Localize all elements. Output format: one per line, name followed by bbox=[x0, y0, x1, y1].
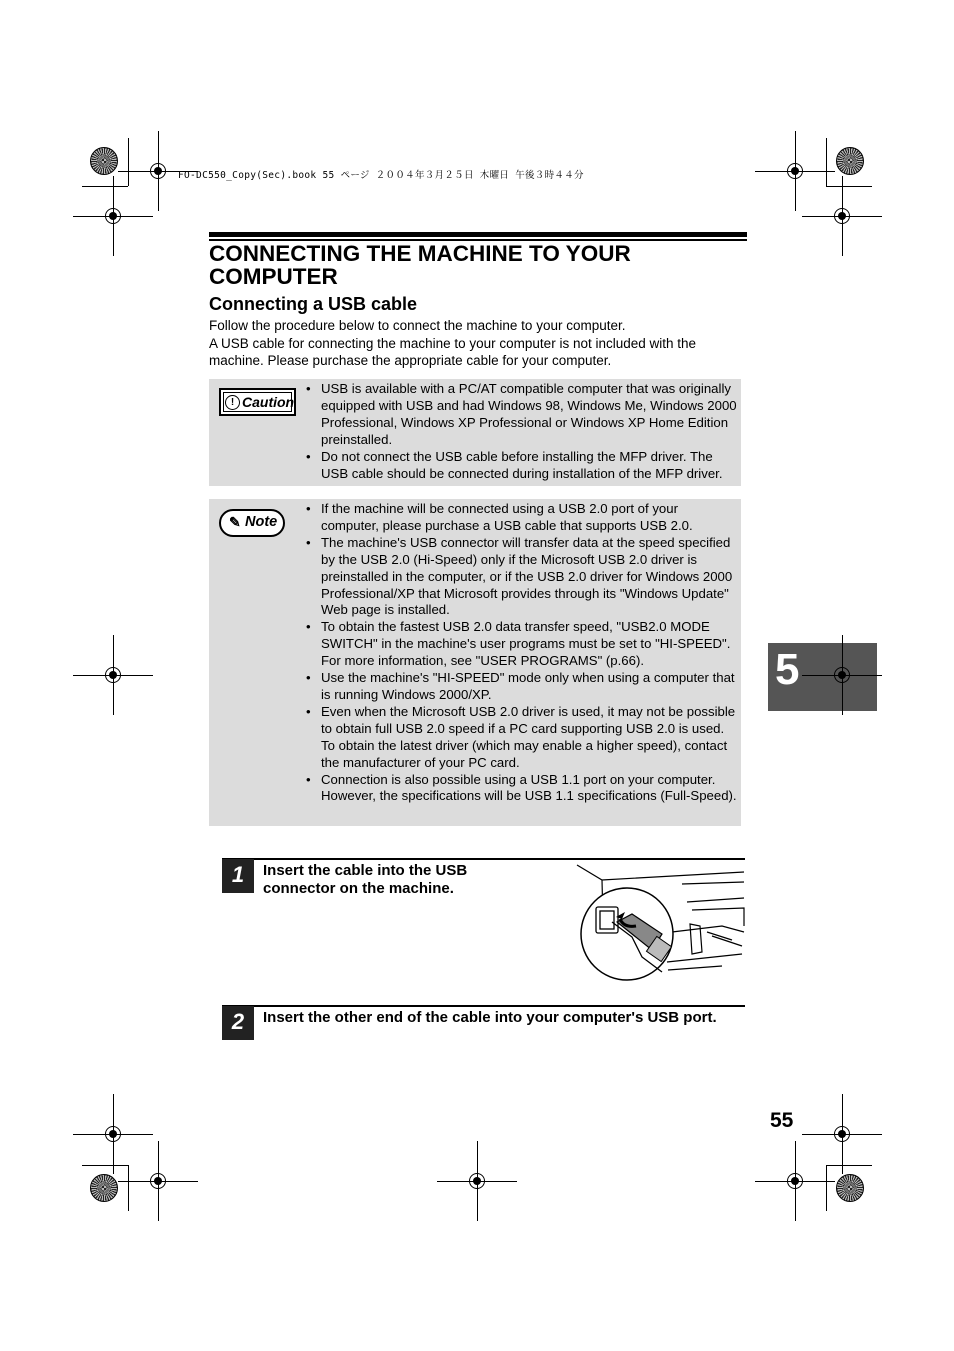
list-item: • The machine's USB connector will transfer data at the speed specified by the USB 2.0 (Hi-Speed) only if the Microsoft USB 2.0 driver is preinstalled in the computer, or if the USB 2.0 driver for Windows 2000 Professional/XP that Microsoft provides through its "Windows Update" Web page is installed. bbox=[306, 535, 737, 620]
step-number: 1 bbox=[222, 859, 254, 893]
chapter-number: 5 bbox=[775, 645, 800, 694]
crop-line bbox=[128, 138, 129, 186]
note-box bbox=[209, 499, 741, 826]
list-item: • Connection is also possible using a USB 1.1 port on your computer. However, the specifications will be USB 1.1 specifications (Full-Speed). bbox=[306, 772, 737, 806]
list-item: • Do not connect the USB cable before installing the MFP driver. The USB cable should be connected during installation of the MFP driver. bbox=[306, 449, 737, 483]
list-item: • Use the machine's "HI-SPEED" mode only when using a computer that is running Windows 2000/XP. bbox=[306, 670, 737, 704]
intro-text bbox=[209, 317, 749, 370]
color-registration-mark bbox=[90, 1174, 118, 1202]
title-rule bbox=[209, 232, 747, 237]
intro-line: A USB cable for connecting the machine to your computer is not included with the machine. Please purchase the appropriate cable for your computer. bbox=[209, 335, 697, 368]
list-item: • Even when the Microsoft USB 2.0 driver is used, it may not be possible to obtain full USB 2.0 speed if a PC card supporting USB 2.0 is used. To obtain the latest driver (which may enable a higher speed), contact the manufacturer of your PC card. bbox=[306, 704, 737, 772]
crop-line bbox=[82, 186, 128, 187]
intro-line: Follow the procedure below to connect the machine to your computer. bbox=[209, 318, 626, 333]
crop-line bbox=[826, 138, 827, 186]
step-text: Insert the other end of the cable into your computer's USB port. bbox=[263, 1009, 717, 1026]
caution-badge bbox=[219, 388, 296, 416]
caution-box bbox=[209, 379, 741, 486]
step-text: Insert the cable into the USB connector on the machine. bbox=[263, 862, 468, 897]
print-header: FO-DC550_Copy(Sec).book 55 ページ ２００４年３月２５日 木曜日 午後３時４４分 bbox=[178, 170, 584, 181]
color-registration-mark bbox=[836, 147, 864, 175]
crop-line bbox=[826, 1165, 872, 1166]
caution-label: Caution bbox=[242, 394, 295, 410]
caution-list bbox=[306, 381, 737, 482]
list-item: • USB is available with a PC/AT compatible computer that was originally equipped with USB and had Windows 98, Windows Me, Windows 2000 Professional, Windows XP Professional or Windows XP Home Edition preinstalled. bbox=[306, 381, 737, 449]
note-label: Note bbox=[245, 514, 278, 530]
chapter-tab bbox=[768, 643, 877, 711]
page-number: 55 bbox=[770, 1109, 794, 1132]
step-rule bbox=[222, 858, 745, 860]
list-item: • To obtain the fastest USB 2.0 data transfer speed, "USB2.0 MODE SWITCH" in the machine's user programs must be set to "HI-SPEED". For more information, see "USER PROGRAMS" (p.66). bbox=[306, 619, 737, 670]
crop-line bbox=[82, 1165, 128, 1166]
note-list bbox=[306, 501, 737, 805]
list-item: • If the machine will be connected using a USB 2.0 port of your computer, please purchase a USB cable that supports USB 2.0. bbox=[306, 501, 737, 535]
color-registration-mark bbox=[90, 147, 118, 175]
exclamation-icon: ! bbox=[225, 395, 240, 410]
step-rule bbox=[222, 1005, 745, 1007]
pencil-icon: ✎ bbox=[229, 514, 241, 530]
color-registration-mark bbox=[836, 1174, 864, 1202]
usb-cable-machine-illustration bbox=[572, 862, 746, 984]
step-number: 2 bbox=[222, 1006, 254, 1040]
crop-line bbox=[128, 1165, 129, 1211]
note-badge bbox=[219, 509, 285, 537]
crop-line bbox=[826, 1165, 827, 1211]
page-title: CONNECTING THE MACHINE TO YOUR COMPUTER bbox=[209, 241, 631, 289]
crop-line bbox=[826, 186, 872, 187]
section-subtitle: Connecting a USB cable bbox=[209, 294, 418, 314]
